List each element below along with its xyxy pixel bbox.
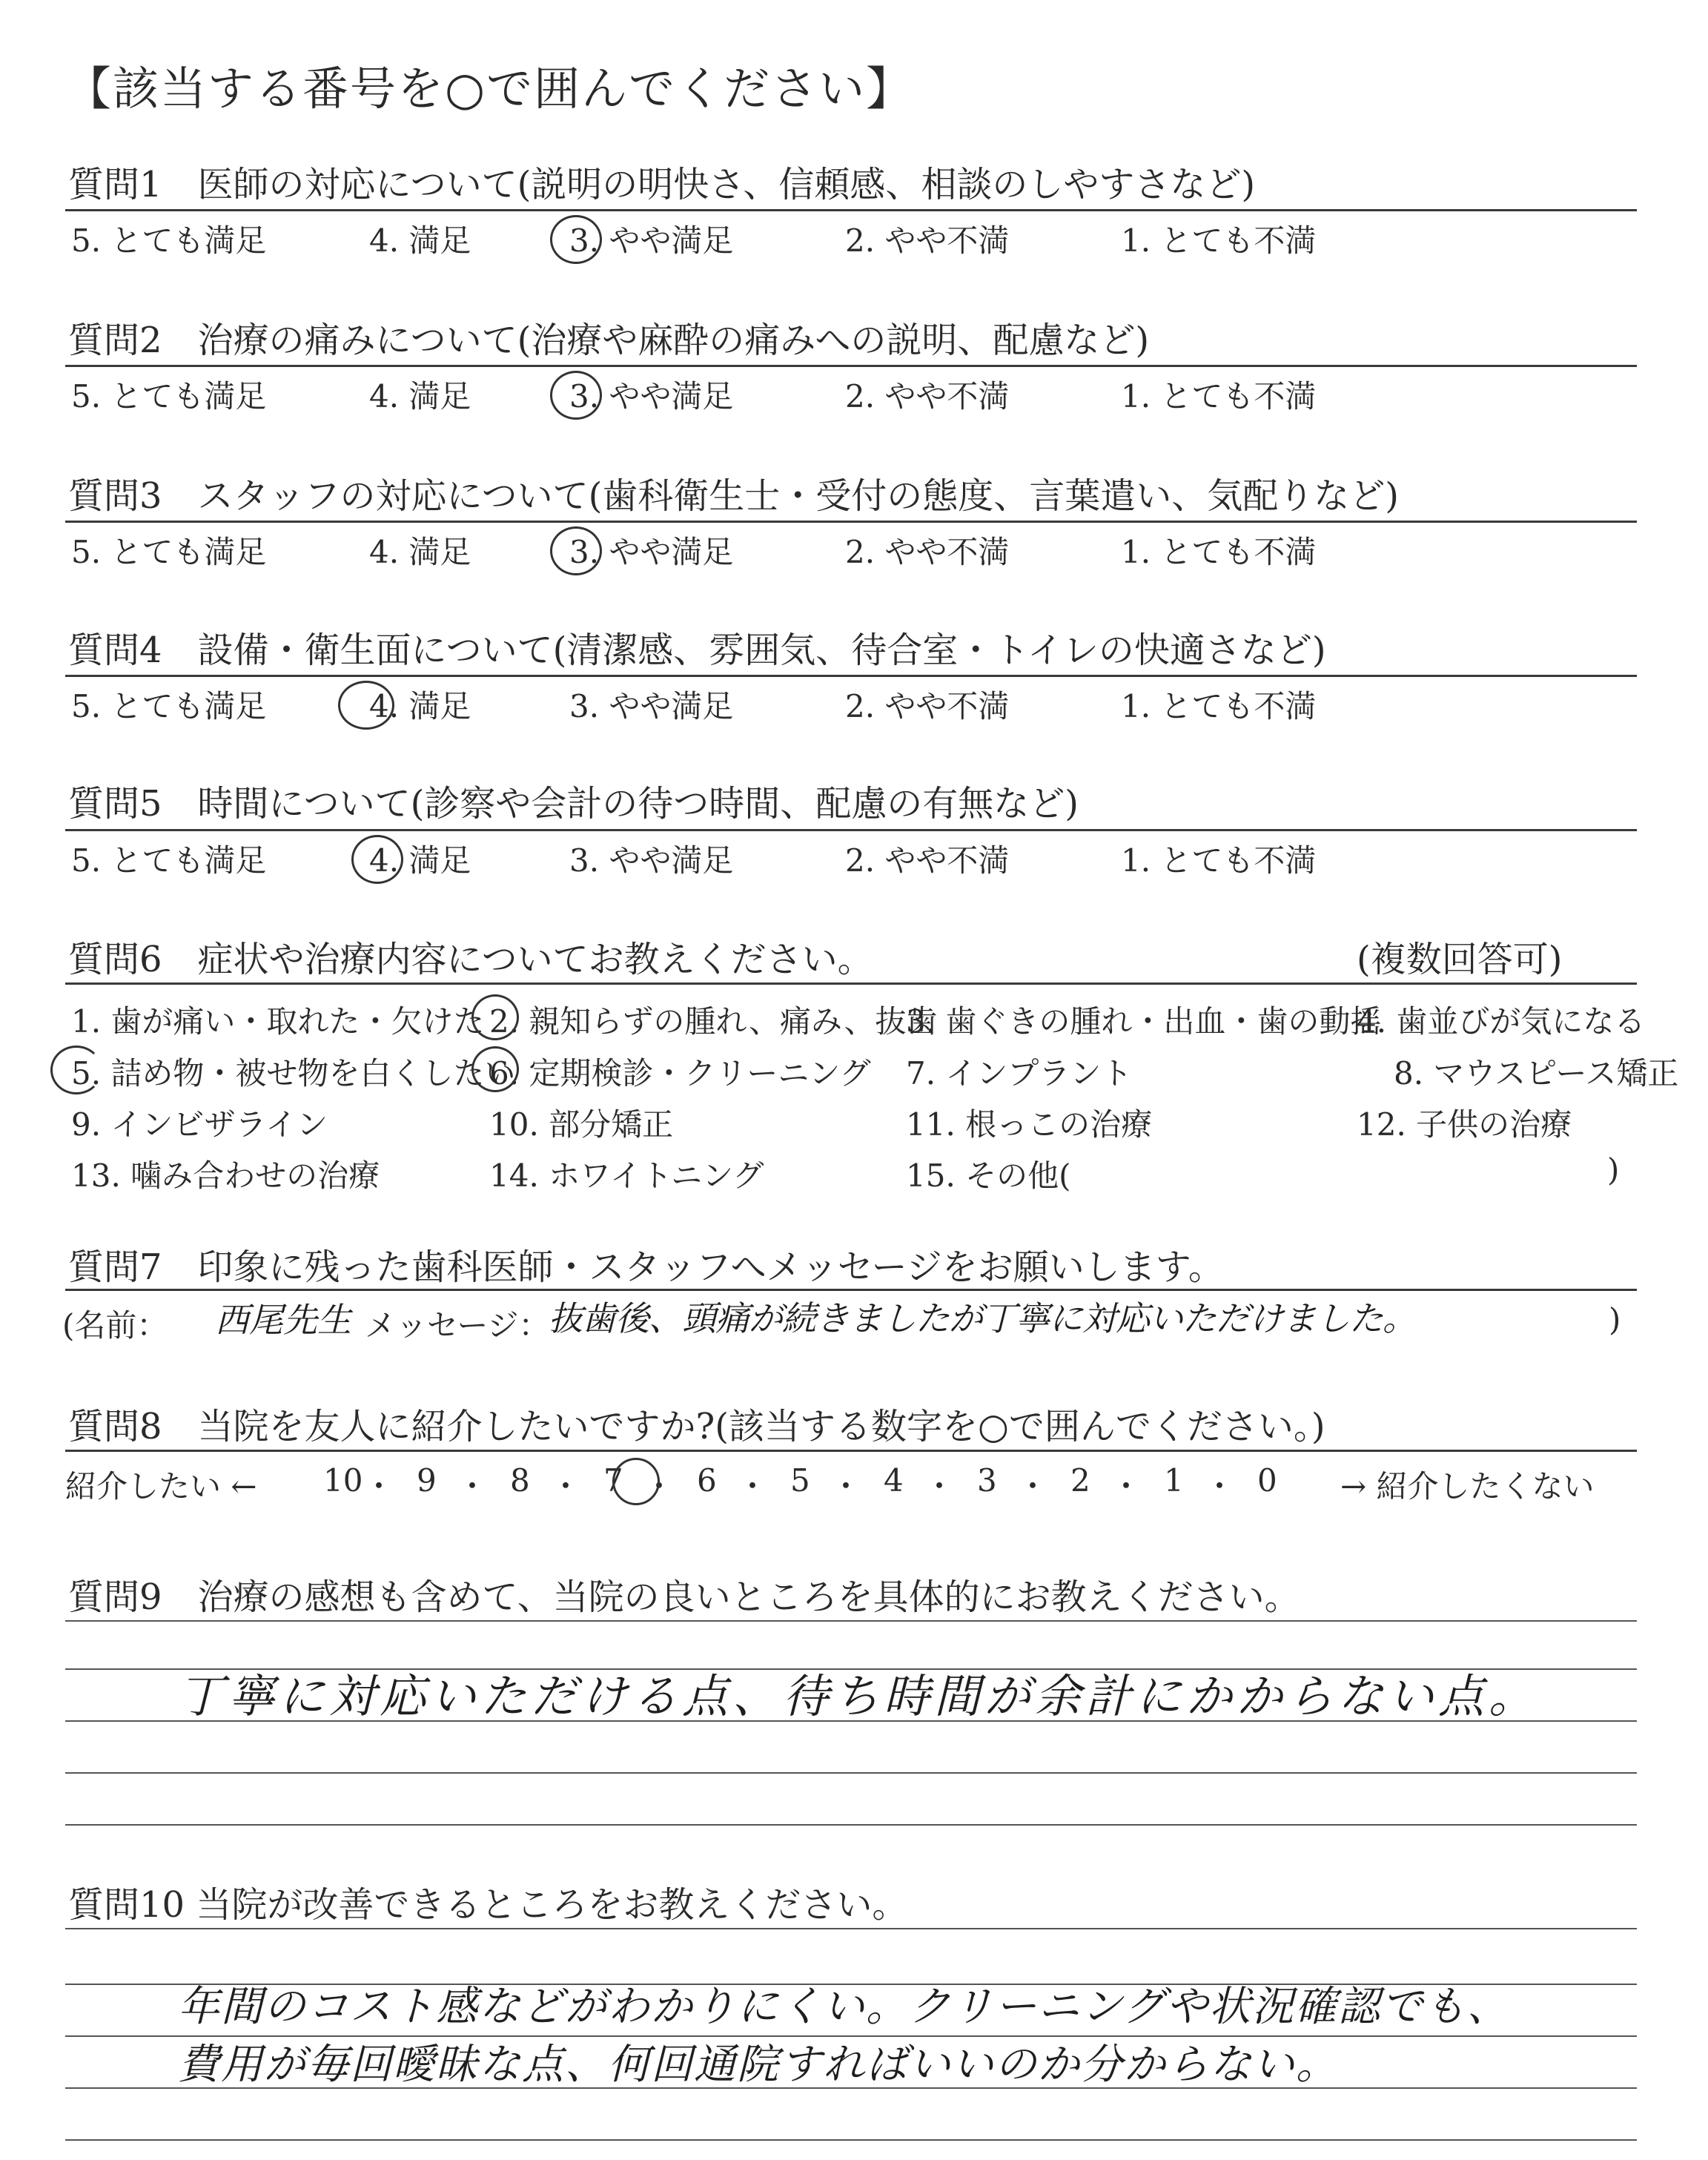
scale-separator: ・ xyxy=(924,1468,956,1505)
question-2-title: 質問2 治療の痛みについて(治療や麻酔の痛みへの説明、配慮など) xyxy=(68,320,1150,361)
option-2[interactable]: 2. やや不満 xyxy=(845,222,1010,259)
option-3[interactable]: 3. やや満足 xyxy=(569,842,734,879)
option-2[interactable]: 2. やや不満 xyxy=(845,378,1010,415)
symptom-option[interactable]: 11. 根っこの治療 xyxy=(906,1106,1153,1143)
scale-separator: ・ xyxy=(1204,1468,1236,1505)
symptom-option[interactable]: 8. マウスピース矯正 xyxy=(1394,1055,1679,1091)
scale-value[interactable]: 8 xyxy=(510,1462,530,1499)
option-2[interactable]: 2. やや不満 xyxy=(845,842,1010,879)
other-close-paren: ) xyxy=(1607,1152,1620,1188)
option-5[interactable]: 5. とても満足 xyxy=(71,534,267,570)
question-6-note: (複数回答可) xyxy=(1357,939,1563,980)
symptom-option[interactable]: 7. インプラント xyxy=(906,1055,1133,1091)
symptom-option[interactable]: 12. 子供の治療 xyxy=(1357,1106,1572,1143)
scale-value[interactable]: 10 xyxy=(323,1462,363,1499)
scale-separator: ・ xyxy=(550,1468,582,1505)
selection-circle xyxy=(471,1046,519,1092)
selection-circle xyxy=(550,371,602,420)
handwritten-improvement-line-2[interactable]: 費用が毎回曖昧な点、何回通院すればいいのか分からない。 xyxy=(178,2041,1339,2089)
selection-circle xyxy=(351,835,403,884)
handwritten-name[interactable]: 西尾先生 xyxy=(215,1300,351,1340)
selection-circle xyxy=(50,1046,102,1094)
option-4[interactable]: 4. 満足 xyxy=(369,222,471,259)
scale-separator: ・ xyxy=(457,1468,489,1505)
option-1[interactable]: 1. とても不満 xyxy=(1121,534,1317,570)
option-3[interactable]: 3. やや満足 xyxy=(569,534,734,570)
symptom-option[interactable]: 5. 詰め物・被せ物を白くしたい xyxy=(71,1055,516,1091)
question-10-title: 質問10 当院が改善できるところをお教えください。 xyxy=(68,1884,908,1926)
writing-line xyxy=(65,1928,1637,1929)
handwritten-improvement-line-1[interactable]: 年間のコスト感などがわかりにくい。クリーニングや状況確認でも、 xyxy=(178,1983,1510,2031)
option-3[interactable]: 3. やや満足 xyxy=(569,222,734,259)
question-1-title: 質問1 医師の対応について(説明の明快さ、信頼感、相談のしやすさなど) xyxy=(68,164,1256,205)
symptom-option[interactable]: 13. 噛み合わせの治療 xyxy=(71,1157,380,1194)
divider xyxy=(65,365,1637,367)
scale-value[interactable]: 7 xyxy=(603,1462,623,1499)
divider xyxy=(65,1289,1637,1291)
writing-line xyxy=(65,1824,1637,1826)
divider xyxy=(65,1450,1637,1452)
scale-value[interactable]: 6 xyxy=(697,1462,717,1499)
selection-circle xyxy=(612,1458,660,1505)
symptom-option[interactable]: 1. 歯が痛い・取れた・欠けた xyxy=(71,1003,485,1040)
divider xyxy=(65,829,1637,831)
handwritten-message[interactable]: 抜歯後、頭痛が続きましたが丁寧に対応いただけました。 xyxy=(549,1298,1416,1338)
name-label: (名前： xyxy=(62,1307,168,1344)
scale-separator: ・ xyxy=(737,1468,769,1505)
scale-value[interactable]: 3 xyxy=(977,1462,997,1499)
selection-circle xyxy=(550,526,602,575)
message-label: メッセージ： xyxy=(365,1307,550,1344)
option-1[interactable]: 1. とても不満 xyxy=(1121,842,1317,879)
option-4[interactable]: 4. 満足 xyxy=(369,378,471,415)
question-3-title: 質問3 スタッフの対応について(歯科衛生士・受付の態度、言葉遣い、気配りなど) xyxy=(68,475,1400,517)
scale-left-label: 紹介したい ← xyxy=(65,1468,257,1505)
selection-circle xyxy=(550,215,602,264)
option-4[interactable]: 4. 満足 xyxy=(369,534,471,570)
question-4-title: 質問4 設備・衛生面について(清潔感、雰囲気、待合室・トイレの快適さなど) xyxy=(68,630,1326,671)
option-1[interactable]: 1. とても不満 xyxy=(1121,222,1317,259)
scale-separator: ・ xyxy=(830,1468,862,1505)
symptom-option[interactable]: 14. ホワイトニング xyxy=(489,1157,764,1194)
option-1[interactable]: 1. とても不満 xyxy=(1121,378,1317,415)
option-1[interactable]: 1. とても不満 xyxy=(1121,688,1317,724)
symptom-option[interactable]: 4. 歯並びが気になる xyxy=(1357,1003,1646,1040)
message-close-paren: ) xyxy=(1609,1301,1621,1338)
option-3[interactable]: 3. やや満足 xyxy=(569,688,734,724)
handwritten-good-points[interactable]: 丁寧に対応いただける点、待ち時間が余計にかからない点。 xyxy=(178,1669,1540,1723)
question-8-title: 質問8 当院を友人に紹介したいですか?(該当する数字を○で囲んでください。) xyxy=(68,1406,1325,1447)
scale-separator: ・ xyxy=(1017,1468,1049,1505)
option-3[interactable]: 3. やや満足 xyxy=(569,378,734,415)
writing-line xyxy=(65,1620,1637,1622)
scale-value[interactable]: 2 xyxy=(1070,1462,1090,1499)
selection-circle xyxy=(471,994,519,1040)
scale-value[interactable]: 1 xyxy=(1164,1462,1184,1499)
page-header: 【該当する番号を○で囲んでください】 xyxy=(65,62,914,116)
option-2[interactable]: 2. やや不満 xyxy=(845,688,1010,724)
writing-line xyxy=(65,1772,1637,1774)
question-7-title: 質問7 印象に残った歯科医師・スタッフへメッセージをお願いします。 xyxy=(68,1246,1224,1288)
scale-separator: ・ xyxy=(643,1468,675,1505)
divider xyxy=(65,675,1637,677)
symptom-option[interactable]: 3. 歯ぐきの腫れ・出血・歯の動揺 xyxy=(906,1003,1382,1040)
scale-separator: ・ xyxy=(1110,1468,1142,1505)
scale-separator: ・ xyxy=(363,1468,395,1505)
option-5[interactable]: 5. とても満足 xyxy=(71,842,267,879)
scale-value[interactable]: 9 xyxy=(417,1462,437,1499)
writing-line xyxy=(65,2139,1637,2141)
symptom-option[interactable]: 15. その他( xyxy=(906,1157,1071,1194)
divider xyxy=(65,209,1637,211)
divider xyxy=(65,982,1637,985)
option-5[interactable]: 5. とても満足 xyxy=(71,222,267,259)
scale-value[interactable]: 0 xyxy=(1257,1462,1277,1499)
symptom-option[interactable]: 6. 定期検診・クリーニング xyxy=(489,1055,871,1091)
question-9-title: 質問9 治療の感想も含めて、当院の良いところを具体的にお教えください。 xyxy=(68,1576,1300,1618)
question-6-title: 質問6 症状や治療内容についてお教えください。 xyxy=(68,939,873,980)
scale-value[interactable]: 4 xyxy=(884,1462,904,1499)
symptom-option[interactable]: 10. 部分矯正 xyxy=(489,1106,674,1143)
symptom-option[interactable]: 9. インビザライン xyxy=(71,1106,328,1143)
option-5[interactable]: 5. とても満足 xyxy=(71,378,267,415)
scale-right-label: → 紹介したくない xyxy=(1340,1468,1595,1505)
selection-circle xyxy=(338,681,394,730)
question-5-title: 質問5 時間について(診察や会計の待つ時間、配慮の有無など) xyxy=(68,783,1079,825)
option-5[interactable]: 5. とても満足 xyxy=(71,688,267,724)
symptom-option[interactable]: 2. 親知らずの腫れ、痛み、抜歯 xyxy=(489,1003,938,1040)
option-4[interactable]: 4. 満足 xyxy=(369,688,471,724)
option-4[interactable]: 4. 満足 xyxy=(369,842,471,879)
scale-value[interactable]: 5 xyxy=(790,1462,810,1499)
option-2[interactable]: 2. やや不満 xyxy=(845,534,1010,570)
divider xyxy=(65,521,1637,523)
